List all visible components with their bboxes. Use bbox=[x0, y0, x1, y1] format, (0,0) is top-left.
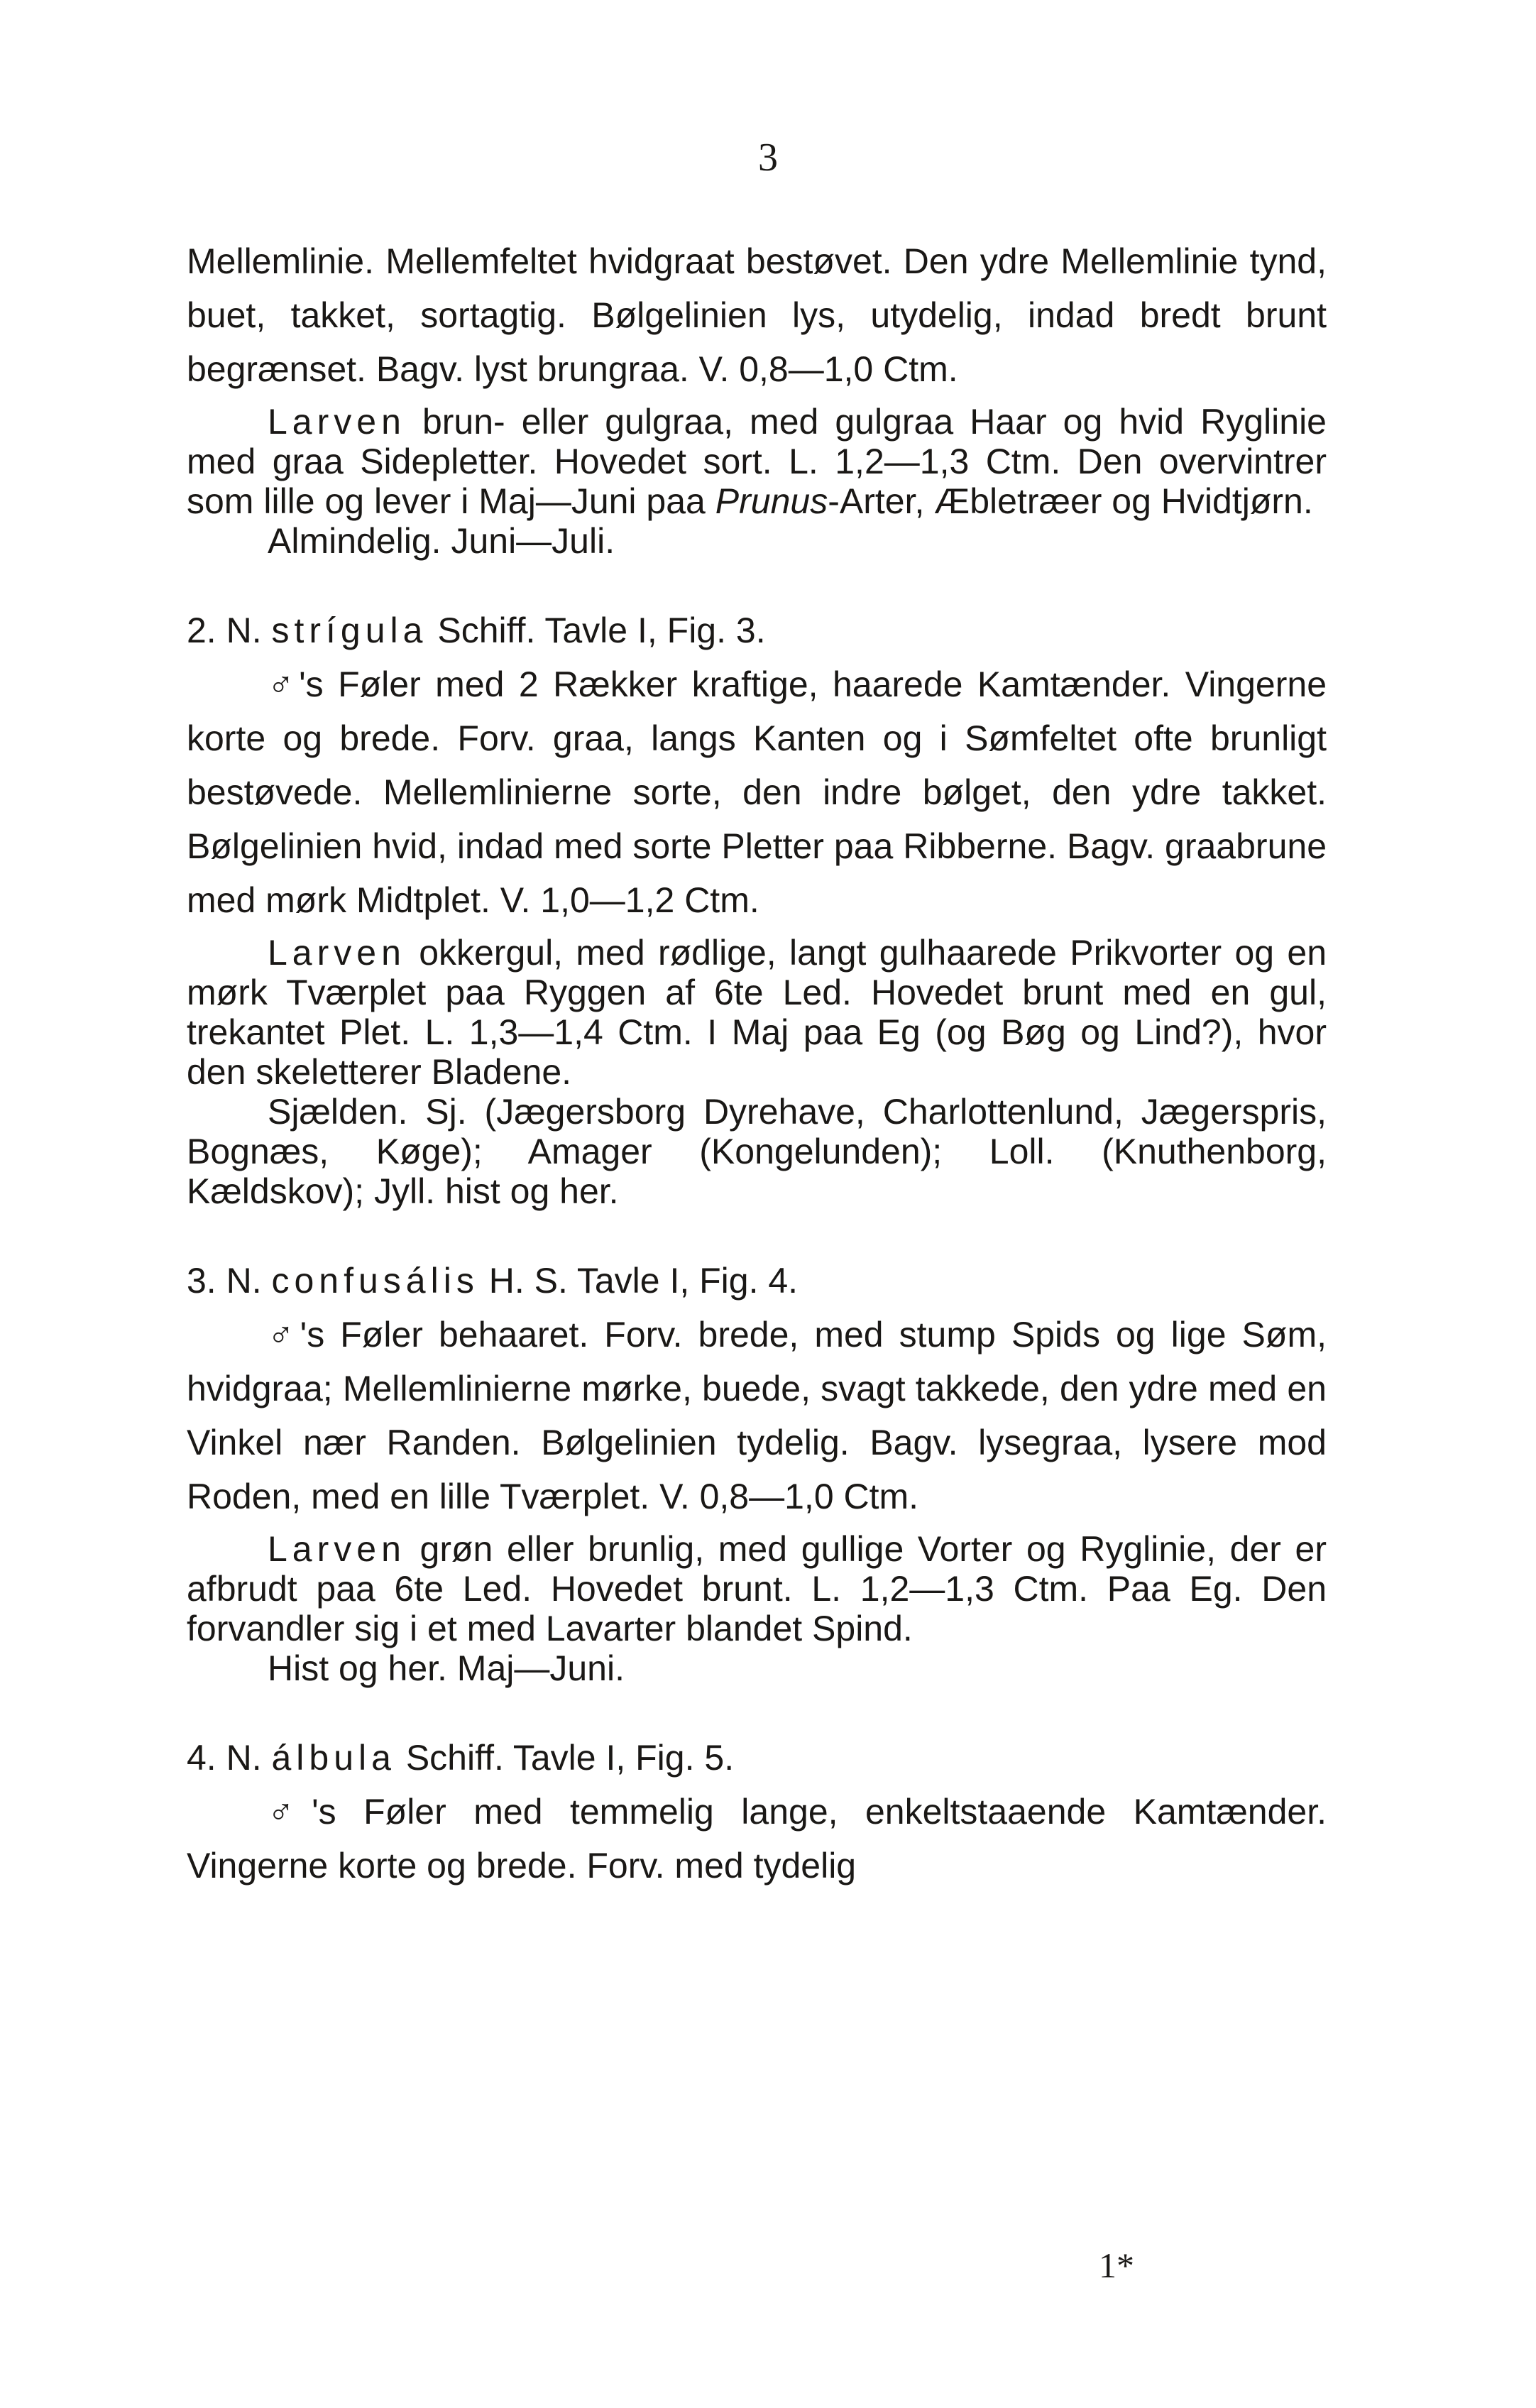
italic-genus: Prunus bbox=[715, 481, 828, 521]
larva-paragraph: Larven okkergul, med rødlige, langt gulhaarede Prikvorter og en mørk Tværplet paa Ryggen af 6te Led. Hovedet brunt med en gul, trekantet Plet. L. 1,3—1,4 Ctm. I Maj paa Eg (og Bøg og Lind?), hvor den skeletterer Bladene. bbox=[187, 933, 1327, 1092]
species-name: álbula bbox=[271, 1738, 396, 1778]
text-body bbox=[187, 234, 1327, 1893]
species-name: strígula bbox=[271, 611, 428, 650]
larva-lead: Larven bbox=[268, 1529, 406, 1569]
frequency-paragraph: Hist og her. Maj—Juni. bbox=[268, 1648, 625, 1688]
species-heading: 2. N. strígula Schiff. Tavle I, Fig. 3. bbox=[187, 611, 766, 650]
species-name: confusális bbox=[271, 1261, 479, 1301]
frequency-paragraph: Almindelig. Juni—Juli. bbox=[268, 521, 615, 561]
larva-paragraph: Larven brun- eller gulgraa, med gulgraa Haar og hvid Ryglinie med graa Sidepletter. Hovedet sort. L. 1,2—1,3 Ctm. Den overvintrer som lille og lever i Maj—Juni paa Prunus-Arter, Æbletræer og Hvidtjørn. bbox=[187, 402, 1327, 521]
larva-paragraph: Larven grøn eller brunlig, med gullige Vorter og Ryglinie, der er afbrudt paa 6te Led. Hovedet brunt. L. 1,2—1,3 Ctm. Paa Eg. Den forvandler sig i et med Lavarter blandet Spind. bbox=[187, 1529, 1327, 1648]
page-number: 3 bbox=[758, 136, 778, 180]
larva-lead: Larven bbox=[268, 402, 406, 442]
signature-mark: 1* bbox=[1099, 2245, 1134, 2285]
larva-lead: Larven bbox=[268, 933, 406, 973]
species-heading: 3. N. confusális H. S. Tavle I, Fig. 4. bbox=[187, 1261, 799, 1301]
description-paragraph: Mellemlinie. Mellemfeltet hvidgraat bestøvet. Den ydre Mellemlinie tynd, buet, takket, sortagtig. Bølgelinien lys, utydelig, indad bredt brunt begrænset. Bagv. lyst brungraa. V. 0,8—1,0 Ctm. bbox=[187, 241, 1327, 389]
frequency-paragraph: Sjælden. Sj. (Jægersborg Dyrehave, Charlottenlund, Jægerspris, Bognæs, Køge); Amager (Kongelunden); Loll. (Knuthenborg, Kældskov); Jyll. hist og her. bbox=[187, 1092, 1327, 1211]
description-paragraph: ♂'s Føler med temmelig lange, enkeltstaaende Kamtænder. Vingerne korte og brede. Forv. med tydelig bbox=[187, 1792, 1327, 1886]
description-paragraph: ♂'s Føler med 2 Rækker kraftige, haarede Kamtænder. Vingerne korte og brede. Forv. graa, langs Kanten og i Sømfeltet ofte brunligt bestøvede. Mellemlinierne sorte, den indre bølget, den ydre takket. Bølgelinien hvid, indad med sorte Pletter paa Ribberne. Bagv. graabrune med mørk Midtplet. V. 1,0—1,2 Ctm. bbox=[187, 664, 1327, 920]
species-heading: 4. N. álbula Schiff. Tavle I, Fig. 5. bbox=[187, 1738, 735, 1778]
description-paragraph: ♂'s Føler behaaret. Forv. brede, med stump Spids og lige Søm, hvidgraa; Mellemlinierne mørke, buede, svagt takkede, den ydre med en Vinkel nær Randen. Bølgelinien tydelig. Bagv. lysegraa, lysere mod Roden, med en lille Tværplet. V. 0,8—1,0 Ctm. bbox=[187, 1315, 1327, 1516]
